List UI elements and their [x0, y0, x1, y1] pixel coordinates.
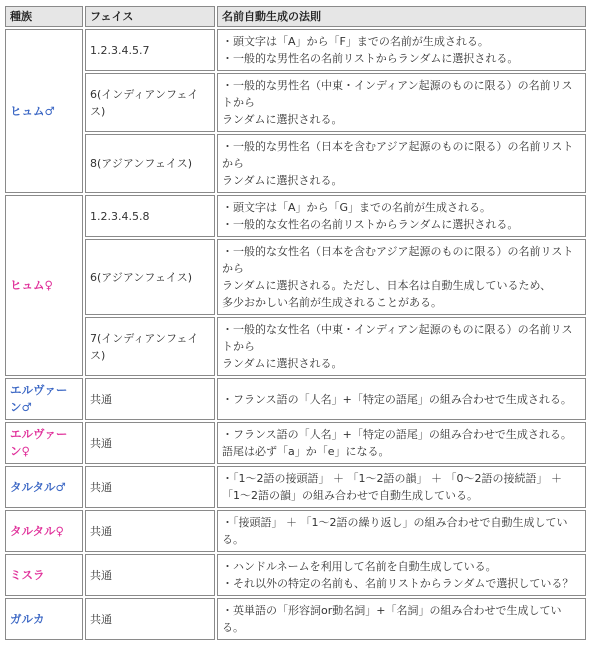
face-cell: 共通 [85, 554, 215, 596]
table-row [5, 510, 586, 552]
rule-cell [217, 29, 586, 71]
rule-line: ・ハンドルネームを利用して名前を自動生成している。 [222, 560, 497, 573]
table-row [5, 466, 586, 508]
rule-line: ランダムに選択される。 [222, 113, 343, 126]
naming-rules-table [3, 4, 588, 642]
face-cell: 共通 [85, 422, 215, 464]
rule-line: ランダムに選択される。 [222, 357, 343, 370]
rule-cell [217, 598, 586, 640]
rule-cell [217, 239, 586, 315]
table-row [5, 195, 586, 237]
rule-cell [217, 195, 586, 237]
rule-line: ・それ以外の特定の名前も、名前リストからランダムで選択している？ [222, 577, 574, 590]
table-row [5, 73, 586, 132]
face-cell: 7(インディアンフェイス) [85, 317, 215, 376]
table-row [5, 422, 586, 464]
rule-line: ・一般的な女性名（日本を含むアジア起源のものに限る）の名前リストから [222, 245, 574, 275]
rule-cell [217, 73, 586, 132]
face-cell: 共通 [85, 510, 215, 552]
race-hume-male: ヒュム♂ [5, 29, 83, 193]
rule-line: ・英単語の「形容詞or動名詞」+「名詞」の組み合わせで生成している。 [222, 604, 562, 634]
header-rule: 名前自動生成の法則 [217, 6, 586, 27]
rule-line: ランダムに選択される。ただし、日本名は自動生成しているため、 [222, 279, 552, 292]
face-cell: 共通 [85, 378, 215, 420]
rule-line: ・一般的な女性名（中東・インディアン起源のものに限る）の名前リストから [222, 323, 573, 353]
rule-line: ・一般的な女性名の名前リストからランダムに選択される。 [222, 218, 519, 231]
header-race: 種族 [5, 6, 83, 27]
face-cell: 8(アジアンフェイス) [85, 134, 215, 193]
rule-cell [217, 510, 586, 552]
rule-line: 語尾は必ず「a」か「e」になる。 [222, 445, 390, 458]
table-row [5, 239, 586, 315]
face-cell: 1.2.3.4.5.7 [85, 29, 215, 71]
header-face: フェイス [85, 6, 215, 27]
rule-line: ・一般的な男性名（日本を含むアジア起源のものに限る）の名前リストから [222, 140, 574, 170]
rule-line: 「1～2語の韻」の組み合わせで自動生成している。 [222, 489, 478, 502]
race-galka: ガルカ [5, 598, 83, 640]
face-cell: 共通 [85, 466, 215, 508]
race-tarutaru-male: タルタル♂ [5, 466, 83, 508]
rule-line: ・フランス語の「人名」+「特定の語尾」の組み合わせで生成される。 [222, 392, 572, 406]
table-row [5, 554, 586, 596]
table-row [5, 598, 586, 640]
rule-cell [217, 317, 586, 376]
table-row [5, 29, 586, 71]
rule-line: ・一般的な男性名（中東・インディアン起源のものに限る）の名前リストから [222, 79, 573, 109]
rule-line: ・「1～2語の接頭語」 ＋ 「1～2語の韻」 ＋ 「0～2語の接続語」 ＋ [222, 472, 562, 485]
rule-line: ・頭文字は「A」から「F」までの名前が生成される。 [222, 35, 489, 48]
rule-cell [217, 422, 586, 464]
rule-line: ランダムに選択される。 [222, 174, 343, 187]
rule-cell [217, 554, 586, 596]
rule-line: ・「接頭語」 ＋ 「1～2語の繰り返し」の組み合わせで自動生成している。 [222, 516, 568, 546]
race-hume-female: ヒュム♀ [5, 195, 83, 376]
rule-cell [217, 378, 586, 420]
race-mithra: ミスラ [5, 554, 83, 596]
race-tarutaru-female: タルタル♀ [5, 510, 83, 552]
rule-line: ・フランス語の「人名」+「特定の語尾」の組み合わせで生成される。 [222, 428, 572, 441]
rule-cell [217, 134, 586, 193]
table-row [5, 378, 586, 420]
race-elvaan-male: エルヴァーン♂ [5, 378, 83, 420]
table-row [5, 317, 586, 376]
rule-line: 多少おかしい名前が生成されることがある。 [222, 296, 442, 309]
table-row [5, 134, 586, 193]
rule-line: ・頭文字は「A」から「G」までの名前が生成される。 [222, 201, 492, 214]
face-cell: 6(アジアンフェイス) [85, 239, 215, 315]
face-cell: 1.2.3.4.5.8 [85, 195, 215, 237]
race-elvaan-female: エルヴァーン♀ [5, 422, 83, 464]
header-row [5, 6, 586, 27]
face-cell: 6(インディアンフェイス) [85, 73, 215, 132]
rule-line: ・一般的な男性名の名前リストからランダムに選択される。 [222, 52, 519, 65]
face-cell: 共通 [85, 598, 215, 640]
rule-cell [217, 466, 586, 508]
